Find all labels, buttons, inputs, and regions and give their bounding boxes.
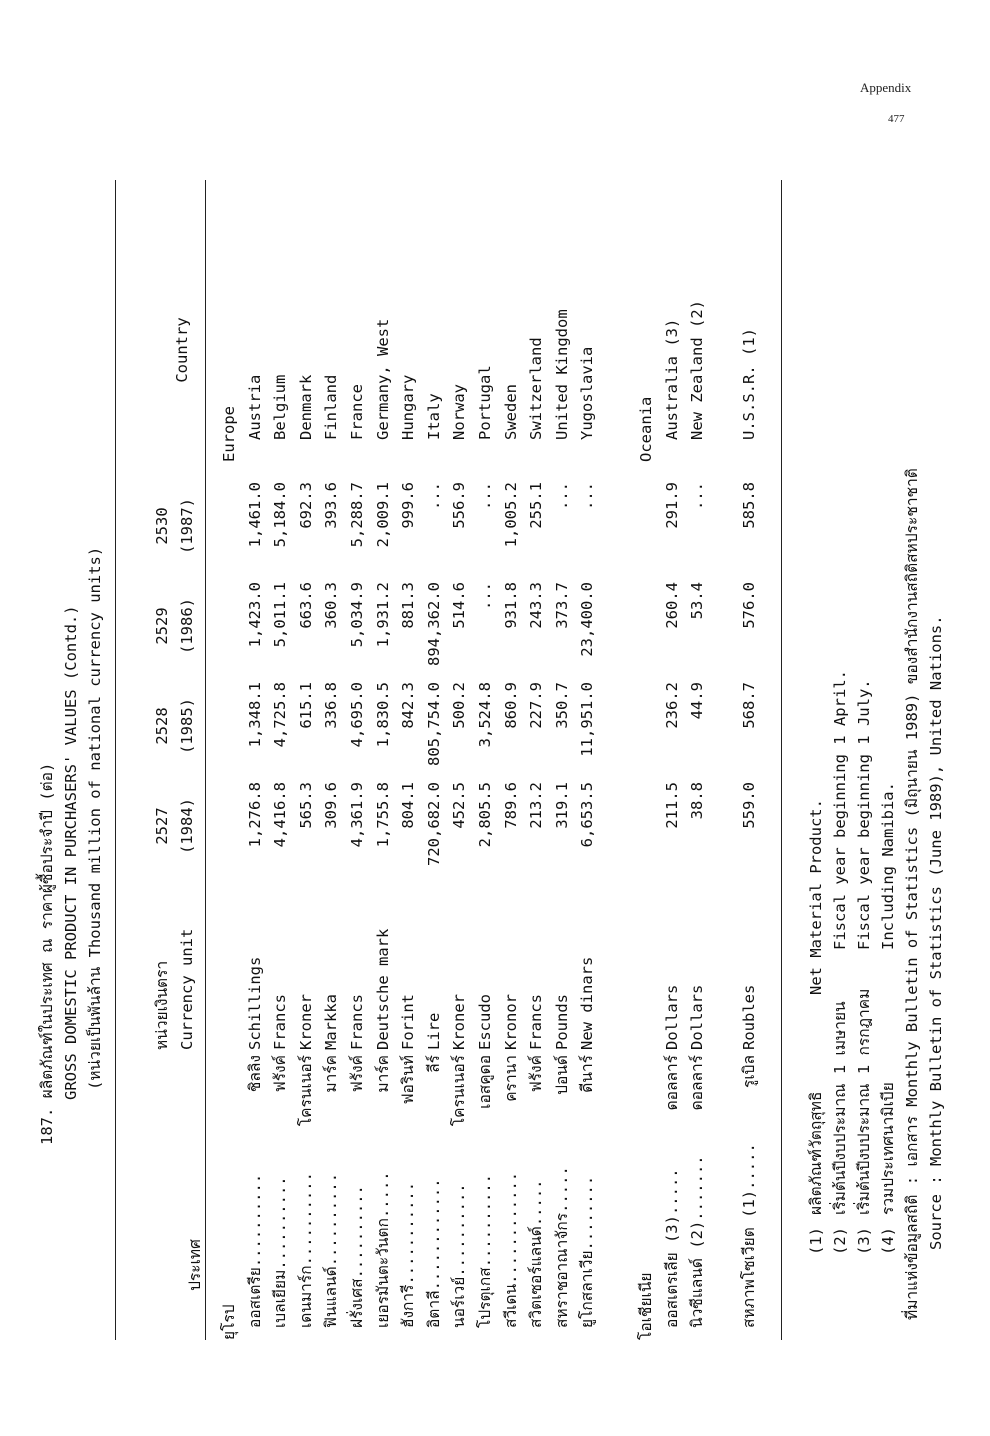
cell-country-english: Austria — [245, 374, 264, 440]
cell-value: 585.8 — [739, 482, 758, 529]
cell-value: 360.3 — [322, 582, 341, 629]
cell-value: ... — [476, 582, 494, 610]
cell-country-thai: เยอรมันตะวันตก..... — [373, 1171, 392, 1328]
cell-value: 1,755.8 — [373, 782, 392, 848]
cell-country-thai: โปรตุเกส.......... — [476, 1173, 494, 1328]
table-title-english: GROSS DOMESTIC PRODUCT IN PURCHASERS' VALUES (Contd.) — [62, 605, 80, 1100]
cell-value: 393.6 — [322, 482, 341, 529]
cell-currency-thai: ฟรังค์ — [527, 1055, 546, 1093]
cell-currency-english: Escudo — [476, 994, 494, 1050]
cell-value: ... — [424, 482, 443, 510]
group-label-english: Europe — [220, 406, 238, 462]
col-header-currency-english: Currency unit — [178, 928, 196, 1050]
cell-currency-thai: โครนเนอร์ — [296, 1055, 315, 1127]
table-top-rule — [115, 180, 116, 1340]
cell-value: 1,276.8 — [245, 782, 264, 848]
col-header-currency-thai: หน่วยเงินตรา — [153, 960, 171, 1050]
cell-currency-english: Deutsche mark — [373, 928, 392, 1050]
cell-value: 452.5 — [450, 782, 469, 829]
cell-country-english: Finland — [322, 374, 341, 440]
cell-country-english: New Zealand (2) — [688, 300, 707, 440]
cell-value: 1,348.1 — [245, 682, 264, 748]
cell-value: 4,361.9 — [348, 782, 366, 848]
cell-value: 3,524.8 — [476, 682, 494, 748]
cell-value: ... — [578, 482, 597, 510]
cell-value: 881.3 — [399, 582, 418, 629]
cell-value: 291.9 — [662, 482, 681, 529]
group-label-thai: ยุโรป — [220, 1304, 238, 1340]
cell-country-english: France — [348, 384, 366, 440]
group-label-thai: โอเชียเนีย — [637, 1272, 656, 1340]
cell-value: 999.6 — [399, 482, 418, 529]
cell-value: 260.4 — [662, 582, 681, 629]
footnote-thai: เริ่มต้นปีงบประมาณ 1 เมษายน — [831, 1001, 850, 1215]
cell-value: 2,009.1 — [373, 482, 392, 548]
footnote-english: Including Namibia. — [879, 782, 898, 950]
year-header-be: 2528 — [153, 707, 171, 745]
cell-currency-thai: มาร์ค — [373, 1055, 392, 1093]
cell-country-english: Hungary — [399, 374, 418, 440]
cell-value: 568.7 — [739, 682, 758, 729]
cell-value: 53.4 — [688, 582, 707, 620]
year-header-be: 2529 — [153, 607, 171, 645]
cell-value: 4,416.8 — [271, 782, 290, 848]
cell-country-thai: นิวซีแลนด์ (2)....... — [688, 1155, 707, 1328]
cell-currency-thai: ฟรังค์ — [271, 1055, 290, 1093]
cell-value: 44.9 — [688, 682, 707, 720]
col-header-country-thai: ประเทศ — [186, 1239, 204, 1291]
cell-value: 38.8 — [688, 782, 707, 820]
cell-value: 373.7 — [552, 582, 571, 629]
cell-currency-english: Kronor — [501, 994, 520, 1050]
cell-country-thai: เดนมาร์ก.......... — [296, 1172, 315, 1328]
cell-currency-thai: รูเบิล — [739, 1055, 758, 1088]
cell-value: 805,754.0 — [424, 682, 443, 766]
cell-value: 5,034.9 — [348, 582, 366, 648]
cell-country-thai: ออสเตรีย.......... — [245, 1173, 264, 1328]
footnote-thai: รวมประเทศนามิเบีย — [879, 1082, 898, 1215]
col-header-country-english: Country — [173, 317, 191, 383]
cell-country-english: U.S.S.R. (1) — [739, 328, 758, 440]
cell-value: 4,695.0 — [348, 682, 366, 748]
cell-value: 243.3 — [527, 582, 546, 629]
cell-value: ... — [476, 482, 494, 510]
cell-country-english: Australia (3) — [662, 318, 681, 440]
cell-value: 556.9 — [450, 482, 469, 529]
cell-country-thai: ฮังการี........... — [399, 1181, 418, 1328]
cell-currency-english: Dollars — [688, 984, 707, 1050]
cell-country-thai: ออสเตรเลีย (3)..... — [662, 1168, 681, 1328]
footnote-mark: (4) — [879, 1227, 898, 1255]
cell-value: 350.7 — [552, 682, 571, 729]
cell-currency-thai: ฟอรินท์ — [399, 1055, 418, 1105]
cell-currency-thai: ลีร์ — [424, 1055, 443, 1073]
cell-currency-thai: ดอลลาร์ — [688, 1055, 707, 1111]
cell-value: 2,805.5 — [476, 782, 494, 848]
cell-currency-english: Kroner — [450, 994, 469, 1050]
cell-currency-thai: ดีนาร์ — [578, 1055, 597, 1093]
year-header-ce: (1984) — [178, 798, 196, 854]
cell-country-thai: ยูโกสลาเวีย........ — [578, 1175, 597, 1328]
cell-currency-english: Lire — [424, 1012, 443, 1050]
cell-value: 6,653.5 — [578, 782, 597, 848]
table-bottom-rule — [781, 180, 782, 1340]
cell-currency-english: Kroner — [296, 994, 315, 1050]
footnote-english: Fiscal year beginning 1 July. — [855, 679, 874, 950]
cell-value: 309.6 — [322, 782, 341, 829]
cell-currency-thai: ฟรังค์ — [348, 1055, 366, 1093]
cell-value: 804.1 — [399, 782, 418, 829]
cell-value: 1,005.2 — [501, 482, 520, 548]
cell-value: 565.3 — [296, 782, 315, 829]
rotated-table-page — [38, 180, 946, 1340]
cell-currency-english: Pounds — [552, 994, 571, 1050]
cell-country-english: Sweden — [501, 384, 520, 440]
cell-currency-thai: เอสคูดอ — [476, 1055, 494, 1109]
cell-currency-thai: ปอนด์ — [552, 1055, 571, 1095]
source-english: Source : Monthly Bulletin of Statistics (June 1989), United Nations. — [927, 615, 946, 1250]
year-header-be: 2527 — [153, 807, 171, 845]
cell-value: 5,011.1 — [271, 582, 290, 648]
cell-value: 319.1 — [552, 782, 571, 829]
cell-country-english: United Kingdom — [552, 309, 571, 440]
footnote-mark: (3) — [855, 1227, 874, 1255]
cell-country-thai: ฟินแลนด์.......... — [322, 1172, 341, 1328]
cell-value: 789.6 — [501, 782, 520, 829]
table-title-thai: 187. ผลิตภัณฑ์ในประเทศ ณ ราคาผู้ซื้อประจำปี (ต่อ) — [38, 762, 56, 1145]
cell-currency-thai: ชิลลิง — [245, 1055, 264, 1093]
cell-country-thai: ฝรั่งเศส.......... — [348, 1185, 366, 1328]
footnote-english: Fiscal year beginning 1 April. — [831, 670, 850, 950]
cell-value: 213.2 — [527, 782, 546, 829]
cell-country-english: Norway — [450, 384, 469, 440]
cell-currency-thai: มาร์ค — [322, 1055, 341, 1093]
cell-country-english: Belgium — [271, 374, 290, 440]
footnote-mark: (1) — [807, 1227, 826, 1255]
cell-value: 559.0 — [739, 782, 758, 829]
cell-value: 336.8 — [322, 682, 341, 729]
cell-country-english: Switzerland — [527, 337, 546, 440]
cell-currency-english: Markka — [322, 994, 341, 1050]
cell-value: 894,362.0 — [424, 582, 443, 666]
cell-currency-thai: โครนเนอร์ — [450, 1055, 469, 1127]
cell-country-thai: สวีเดน............ — [501, 1171, 520, 1328]
appendix-label: Appendix — [860, 80, 912, 95]
cell-value: 236.2 — [662, 682, 681, 729]
cell-value: 1,423.0 — [245, 582, 264, 648]
cell-value: 576.0 — [739, 582, 758, 629]
cell-value: 842.3 — [399, 682, 418, 729]
cell-value: 211.5 — [662, 782, 681, 829]
cell-value: 692.3 — [296, 482, 315, 529]
cell-country-english: Portugal — [476, 365, 494, 440]
cell-country-english: Germany, West — [373, 318, 392, 440]
cell-currency-english: Roubles — [739, 984, 758, 1050]
cell-value: 4,725.8 — [271, 682, 290, 748]
cell-value: 1,931.2 — [373, 582, 392, 648]
cell-value: 615.1 — [296, 682, 315, 729]
cell-value: 663.6 — [296, 582, 315, 629]
cell-country-thai: สหภาพโซเวียต (1)..... — [739, 1143, 758, 1328]
cell-currency-english: Francs — [527, 994, 546, 1050]
year-header-ce: (1987) — [178, 498, 196, 554]
cell-currency-english: Francs — [348, 994, 366, 1050]
cell-value: 1,830.5 — [373, 682, 392, 748]
cell-value: ... — [552, 482, 571, 510]
cell-currency-english: Schillings — [245, 956, 264, 1050]
cell-country-thai: อิตาลี............ — [424, 1178, 443, 1328]
page-number: 477 — [888, 113, 905, 125]
footnote-thai: ผลิตภัณฑ์วัตถุสุทธิ — [807, 1091, 826, 1215]
cell-currency-thai: ครานา — [501, 1055, 520, 1102]
header-bottom-rule — [205, 180, 206, 1340]
cell-country-english: Denmark — [296, 374, 315, 440]
footnote-thai: เริ่มต้นปีงบประมาณ 1 กรกฎาคม — [855, 988, 874, 1215]
cell-currency-english: Forint — [399, 994, 418, 1050]
group-label-english: Oceania — [637, 396, 656, 462]
cell-value: 931.8 — [501, 582, 520, 629]
table-unit-line: (หน่วยเป็นพันล้าน Thousand million of national currency units) — [86, 546, 104, 1090]
cell-country-thai: สวิตเซอร์แลนด์..... — [527, 1179, 546, 1328]
cell-country-english: Italy — [424, 393, 443, 440]
cell-value: 5,184.0 — [271, 482, 290, 548]
cell-currency-english: Francs — [271, 994, 290, 1050]
cell-value: 5,288.7 — [348, 482, 366, 548]
cell-value: 1,461.0 — [245, 482, 264, 548]
cell-country-thai: เบลเยียม.......... — [271, 1176, 290, 1328]
cell-value: 11,951.0 — [578, 682, 597, 757]
cell-value: ... — [688, 482, 707, 510]
cell-value: 23,400.0 — [578, 582, 597, 657]
footnote-mark: (2) — [831, 1227, 850, 1255]
cell-value: 227.9 — [527, 682, 546, 729]
cell-value: 720,682.0 — [424, 782, 443, 866]
cell-currency-english: New dinars — [578, 956, 597, 1050]
year-header-ce: (1986) — [178, 598, 196, 654]
cell-country-english: Yugoslavia — [578, 346, 597, 440]
cell-currency-english: Dollars — [662, 984, 681, 1050]
cell-value: 500.2 — [450, 682, 469, 729]
cell-country-thai: นอร์เวย์.......... — [450, 1183, 469, 1328]
footnote-english: Net Material Product. — [807, 799, 826, 995]
cell-value: 860.9 — [501, 682, 520, 729]
source-thai: ที่มาแห่งข้อมูลสถิติ : เอกสาร Monthly Bulletin of Statistics (มิถุนายน 1989) ของสำนักงานสถิติสหประชาชาติ — [903, 468, 922, 1320]
year-header-ce: (1985) — [178, 698, 196, 754]
cell-country-thai: สหราชอาณาจักร..... — [552, 1166, 571, 1328]
cell-value: 514.6 — [450, 582, 469, 629]
year-header-be: 2530 — [153, 507, 171, 545]
cell-currency-thai: ดอลลาร์ — [662, 1055, 681, 1111]
cell-value: 255.1 — [527, 482, 546, 529]
